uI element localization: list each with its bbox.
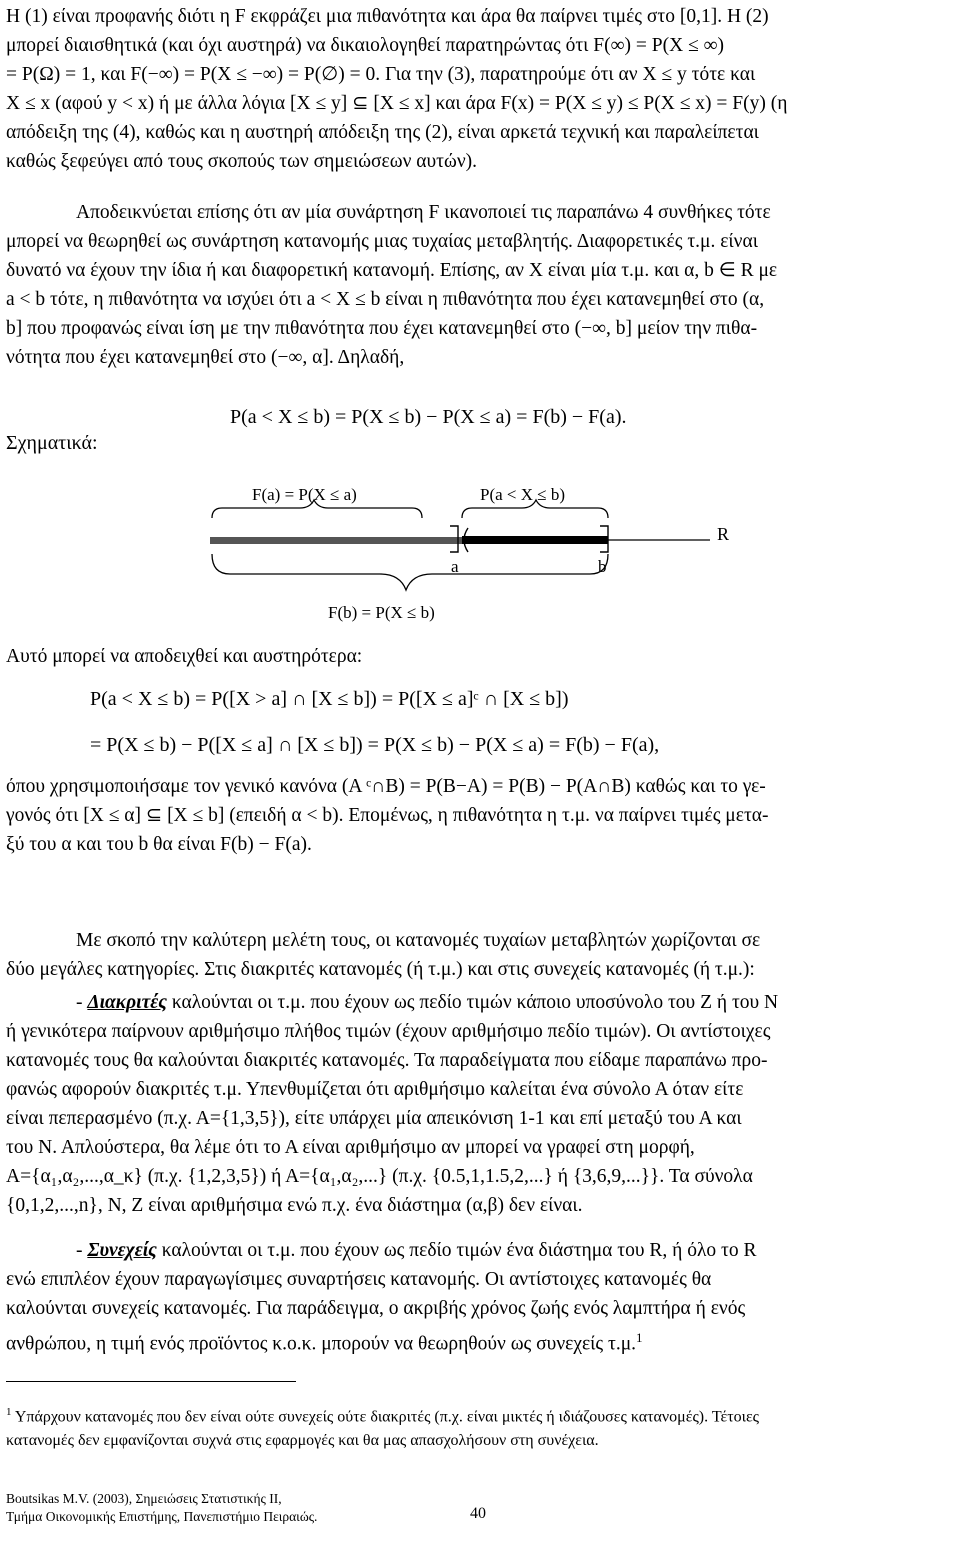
discrete-first-line (6, 988, 954, 1017)
brace-Fb (212, 554, 608, 590)
paragraph-rule (6, 772, 954, 859)
text-line: δυνατό να έχουν την ίδια ή και διαφορετική κατανομή. Επίσης, αν X είναι μία τ.μ. και α, b ∈ R με (6, 260, 778, 281)
interval-diagram (150, 478, 770, 628)
region-a-to-b (462, 536, 608, 544)
text-line: νότητα που έχει κατανεμηθεί στο (−∞, α]. Δηλαδή, (6, 347, 405, 368)
label-Fa: F(a) = P(X ≤ a) (252, 485, 357, 504)
discrete-prefix: - (76, 992, 88, 1013)
text-line: Με σκοπό την καλύτερη μελέτη τους, οι κατανομές τυχαίων μεταβλητών χωρίζονται σε (76, 930, 761, 951)
text-line: απόδειξη της (4), καθώς και η αυστηρή απόδειξη της (2), είναι αρκετά τεχνική και παραλείπεται (6, 122, 759, 143)
page-footer (6, 1490, 317, 1526)
text-line: καλούνται οι τ.μ. που έχουν ως πεδίο τιμών ένα διάστημα του R, ή όλο το R (156, 1240, 757, 1261)
paragraph-proof (6, 198, 954, 372)
continuous-first-line (6, 1236, 954, 1265)
text-line: μπορεί διαισθητικά (και όχι αυστηρά) να δικαιολογηθεί παρατηρώντας ότι F(∞) = P(X ≤ ∞) (6, 35, 725, 56)
label-Fb: F(b) = P(X ≤ b) (328, 603, 435, 622)
text-line: = P(Ω) = 1, και F(−∞) = P(X ≤ −∞) = P(∅) = 0. Για την (3), παρατηρούμε ότι αν X ≤ y τότε και (6, 64, 756, 85)
text-line: καλούνται συνεχείς κατανομές. Για παράδειγμα, ο ακριβής χρόνος ζωής ενός λαμπτήρα ή ενός (6, 1298, 746, 1319)
text-line: κατανομές τους θα καλούνται διακριτές κατανομές. Τα παραδείγματα που είδαμε παραπάνω προ- (6, 1050, 768, 1071)
text-line: καθώς ξεφεύγει από τους σκοπούς των σημειώσεων αυτών). (6, 151, 477, 172)
text-line: Η (1) είναι προφανής διότι η F εκφράζει μια πιθανότητα και άρα θα παίρνει τιμές στο [0,1]. Η (2) (6, 6, 769, 27)
footnote-separator (6, 1381, 296, 1382)
continuous-prefix: - (76, 1240, 88, 1261)
discrete-term: Διακριτές (87, 992, 167, 1013)
text-line: γονός ότι [X ≤ α] ⊆ [X ≤ b] (επειδή α < b). Επομένως, η πιθανότητα η τ.μ. να παίρνει τιμές μετα- (6, 805, 769, 826)
formula-rigorous-1: P(a < X ≤ b) = P([X > a] ∩ [X ≤ b]) = P([X ≤ a]ᶜ ∩ [X ≤ b]) (90, 688, 569, 710)
text-line: καλούνται οι τ.μ. που έχουν ως πεδίο τιμών κάποιο υποσύνολο του Z ή του N (166, 992, 779, 1013)
text-line: b] που προφανώς είναι ίση με την πιθανότητα που έχει κατανεμηθεί στο (−∞, b] μείον την πιθα- (6, 318, 758, 339)
text-line: ξύ του α και του b θα είναι F(b) − F(a). (6, 834, 312, 855)
last-line (6, 1323, 954, 1359)
footnote-line: κατανομές δεν εμφανίζονται συχνά στις εφαρμογές και θα μας απασχολήσουν στη συνέχεια. (6, 1432, 599, 1450)
label-b: b (598, 557, 607, 576)
footnote-ref[interactable]: 1 (636, 1330, 643, 1345)
formula-interval-probability: P(a < X ≤ b) = P(X ≤ b) − P(X ≤ a) = F(b) − F(a). (230, 406, 627, 428)
text-line: όπου χρησιμοποιήσαμε τον γενικό κανόνα (A ᶜ∩B) = P(B−A) = P(B) − P(A∩B) καθώς και το γε- (6, 776, 766, 797)
schematically-label: Σχηματικά: (6, 432, 98, 454)
text-line: δύο μεγάλες κατηγορίες. Στις διακριτές κατανομές (ή τ.μ.) και στις συνεχείς κατανομές (ή τ.μ.): (6, 959, 755, 980)
text-line: είναι πεπερασμένο (π.χ. Α={1,3,5}), είτε υπάρχει μία απεικόνιση 1-1 και επί μεταξύ του Α και (6, 1108, 742, 1129)
rigorous-intro: Αυτό μπορεί να αποδειχθεί και αυστηρότερα: (6, 646, 363, 667)
text-line: ή γενικότερα παίρνουν αριθμήσιμο πλήθος τιμών (έχουν αριθμήσιμο πεδίο τιμών). Οι αντίστοιχες (6, 1021, 771, 1042)
region-to-a (210, 537, 462, 544)
paragraph-discrete (6, 988, 954, 1220)
footer-department: Τμήμα Οικονομικής Επιστήμης, Πανεπιστήμιο Πειραιώς. (6, 1509, 318, 1524)
text-line: ανθρώπου, η τιμή ενός προϊόντος κ.ο.κ. μπορούν να θεωρηθούν ως συνεχείς τ.μ. (6, 1333, 637, 1355)
footnote-text: Υπάρχουν κατανομές που δεν είναι ούτε συνεχείς ούτε διακριτές (π.χ. είναι μικτές ή ιδιάζουσες κατανομές). Τέτοιες (11, 1408, 760, 1426)
page-number: 40 (470, 1505, 486, 1522)
text-line: Αποδεικνύεται επίσης ότι αν μία συνάρτηση F ικανοποιεί τις παραπάνω 4 συνθήκες τότε (76, 202, 771, 223)
continuous-term: Συνεχείς (87, 1240, 157, 1261)
footnote-mark: 1 (6, 1406, 12, 1418)
text-line: a < b τότε, η πιθανότητα να ισχύει ότι a < X ≤ b είναι η πιθανότητα που έχει κατανεμηθεί στο (α, (6, 289, 765, 310)
label-R: R (717, 524, 730, 544)
text-line: {0,1,2,...,n}, N, Z είναι αριθμήσιμα ενώ π.χ. ένα διάστημα (α,β) δεν είναι. (6, 1195, 583, 1216)
text-line: Α={α₁,α₂,...,α_κ} (π.χ. {1,2,3,5}) ή Α={α₁,α₂,...} (π.χ. {0.5,1,1.5,2,...} ή {3,6,9,...}}. Τα σύνολα (6, 1166, 753, 1187)
text-line: X ≤ x (αφού y < x) ή με άλλα λόγια [X ≤ y] ⊆ [X ≤ x] και άρα F(x) = P(X ≤ y) ≤ P(X ≤ x) = F(y) (η (6, 93, 788, 114)
footnote-line (6, 1400, 954, 1429)
text-line: μπορεί να θεωρηθεί ως συνάρτηση κατανομής μιας τυχαίας μεταβλητής. Διαφορετικές τ.μ. είναι (6, 231, 758, 252)
paragraph-continuous (6, 1236, 954, 1359)
formula-rigorous-2: = P(X ≤ b) − P([X ≤ a] ∩ [X ≤ b]) = P(X ≤ b) − P(X ≤ a) = F(b) − F(a), (90, 734, 660, 756)
paragraph-intro (6, 2, 954, 176)
label-a: a (451, 557, 459, 576)
paragraph-categories (6, 926, 954, 984)
text-line: του Ν. Απλούστερα, θα λέμε ότι το Α είναι αριθμήσιμο αν μπορεί να γραφεί στη μορφή, (6, 1137, 695, 1158)
text-line: ενώ επιπλέον έχουν παραγωγίσιμες συναρτήσεις κατανομής. Οι αντίστοιχες κατανομές θα (6, 1269, 712, 1290)
footer-citation: Boutsikas M.V. (2003), Σημειώσεις Στατιστικής ΙΙ, (6, 1491, 282, 1506)
text-line: φανώς αφορούν διακριτές τ.μ. Υπενθυμίζεται ότι αριθμήσιμο καλείται ένα σύνολο Α όταν είτε (6, 1079, 744, 1100)
footnote (6, 1400, 954, 1453)
label-interval: P(a < X ≤ b) (480, 485, 566, 504)
